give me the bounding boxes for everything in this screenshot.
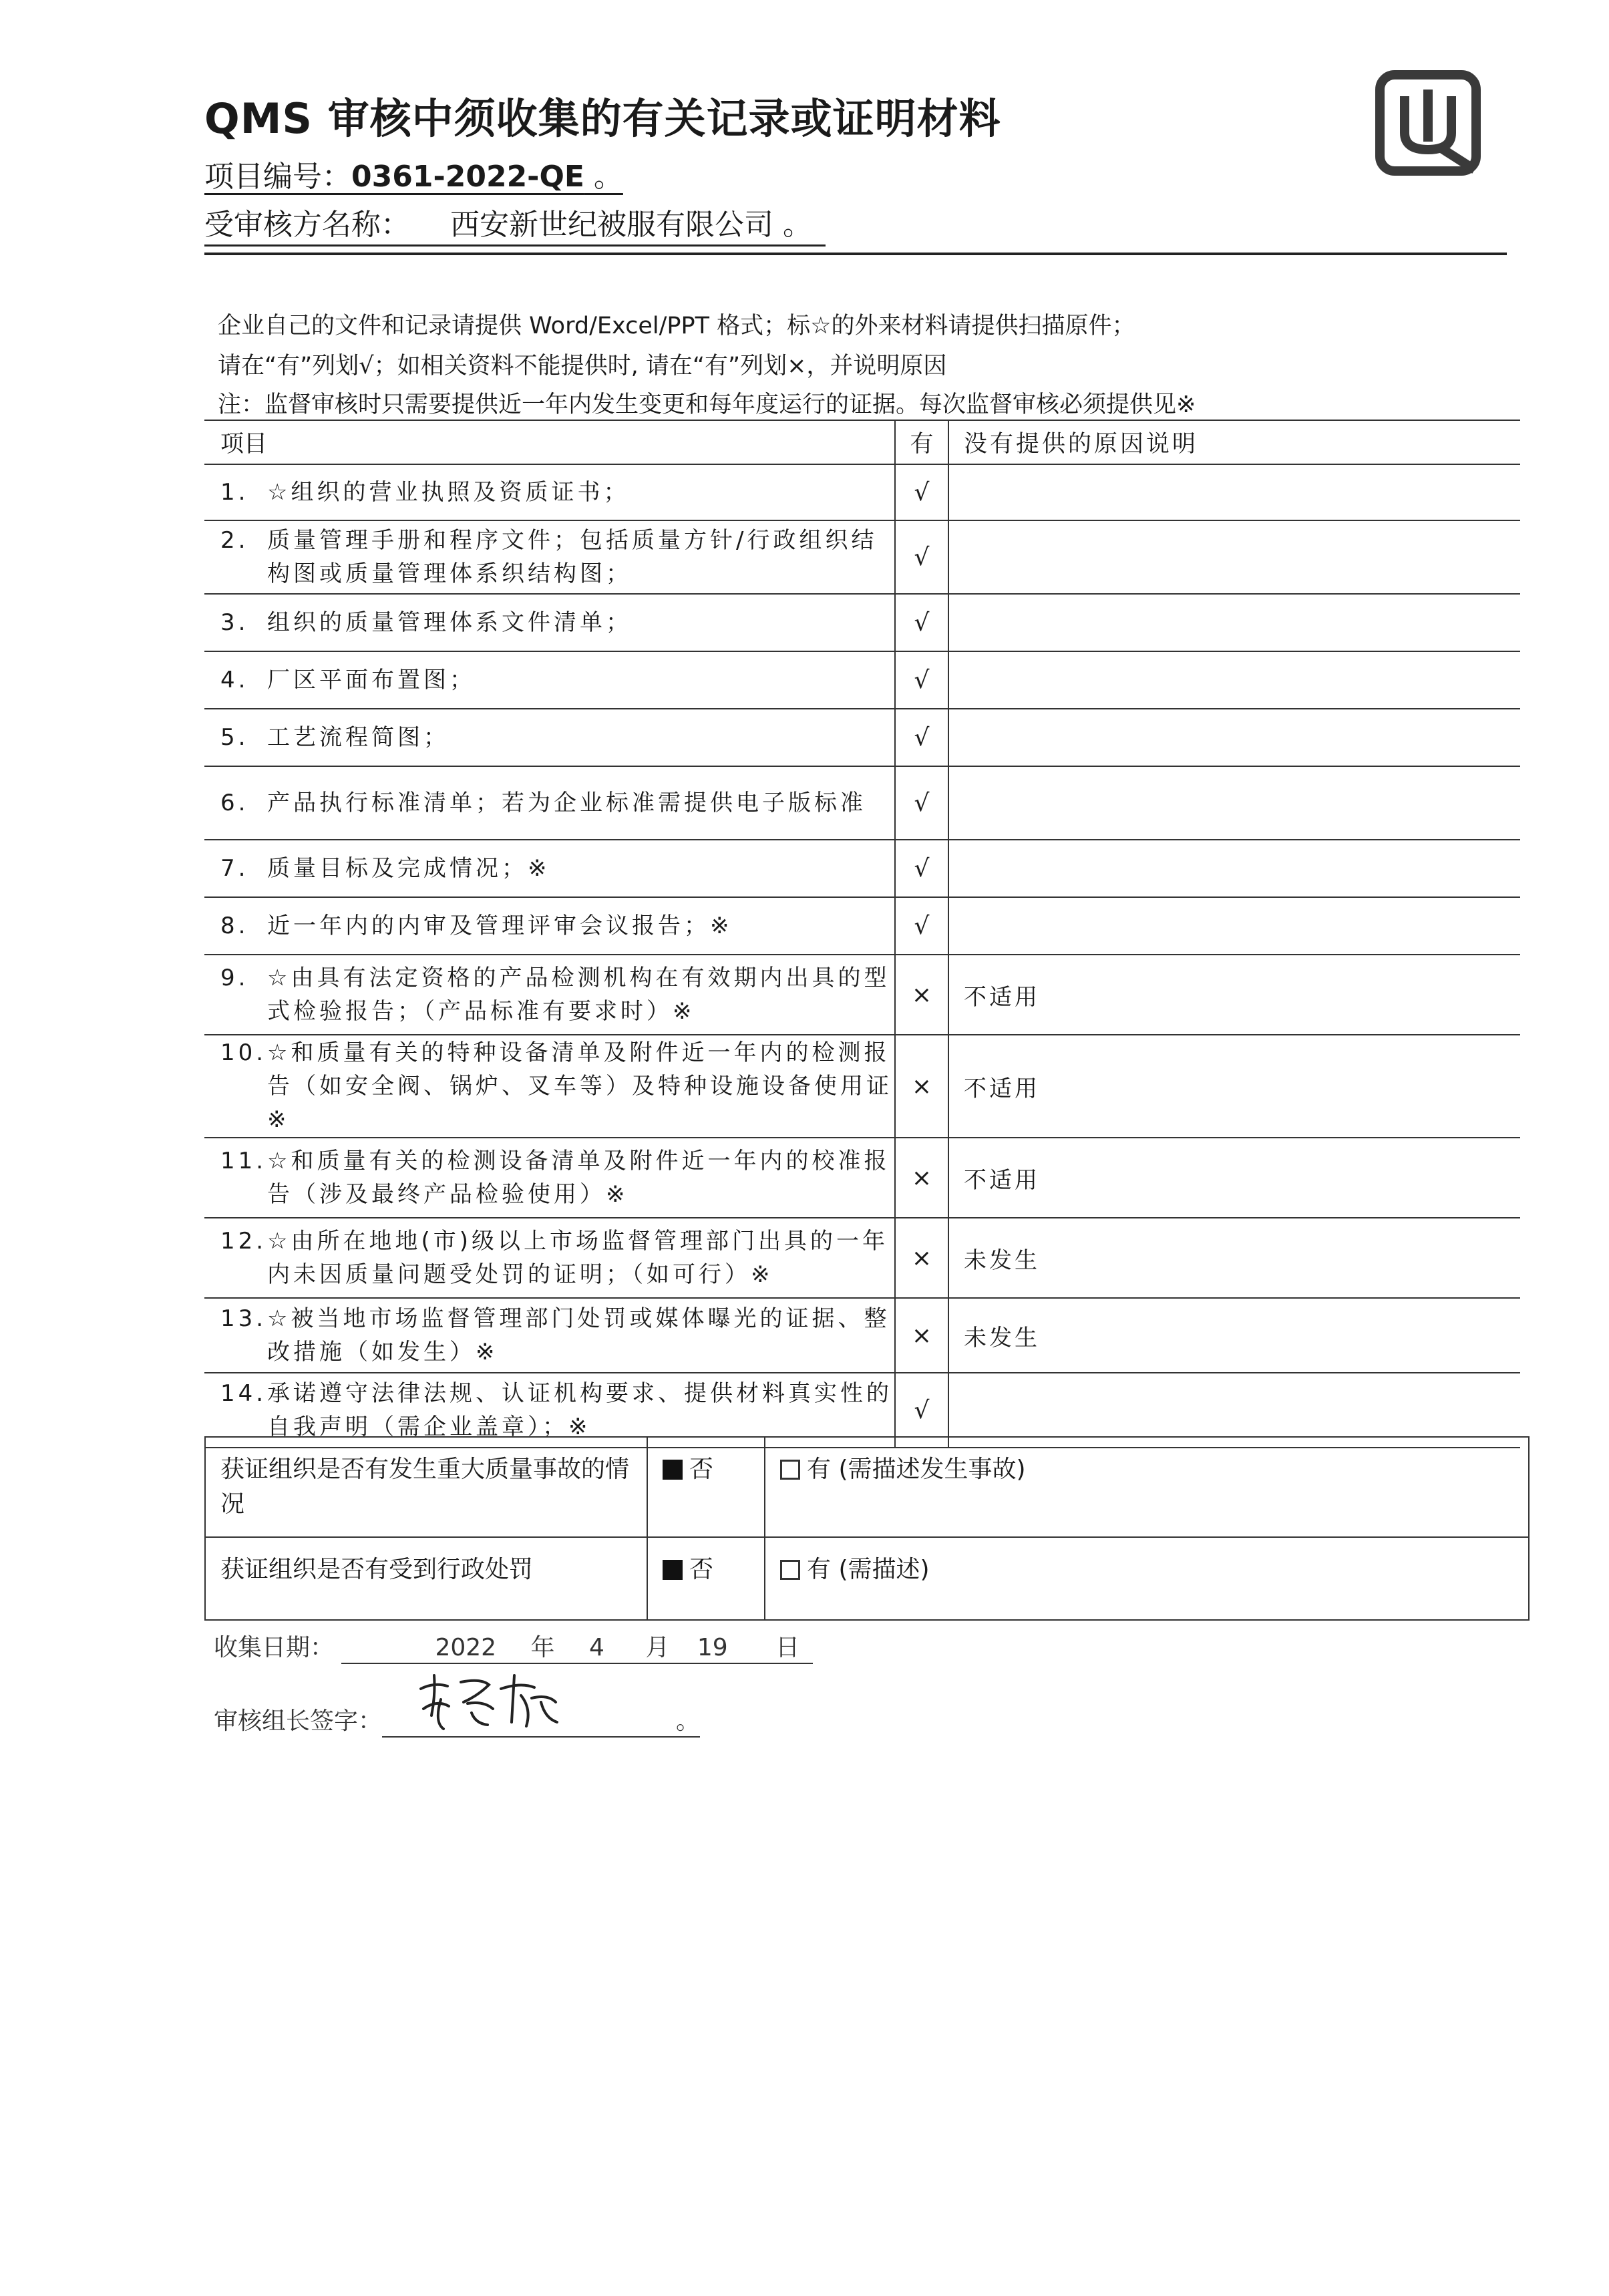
client-name-label: 受审核方名称： <box>204 200 410 247</box>
option-no-label: 否 <box>689 1556 714 1583</box>
row-text: 工艺流程简图； <box>267 724 450 751</box>
checkbox-empty-icon <box>780 1460 800 1480</box>
note-line: 注：监督审核时只需要提供近一年内发生变更和每年度运行的证据。每次监督审核必须提供见※ <box>218 391 1196 418</box>
row-number: 3. <box>220 609 249 636</box>
row-reason: 不适用 <box>948 1035 1520 1138</box>
row-mark: √ <box>895 897 948 955</box>
row-text: ☆和质量有关的检测设备清单及附件近一年内的校准报告（涉及最终产品检验使用）※ <box>267 1148 890 1208</box>
project-number: 0361-2022-QE <box>351 160 584 194</box>
option-no[interactable] <box>647 1537 765 1620</box>
row-mark: × <box>895 1218 948 1298</box>
row-number: 13. <box>220 1305 267 1332</box>
row-reason <box>948 594 1520 651</box>
signature-suffix: 。 <box>676 1707 701 1735</box>
row-reason: 不适用 <box>948 1138 1520 1218</box>
row-reason <box>948 897 1520 955</box>
row-mark: √ <box>895 766 948 840</box>
date-month: 4 <box>589 1634 604 1661</box>
row-text: 质量管理手册和程序文件；包括质量方针/行政组织结构图或质量管理体系织结构图； <box>267 527 878 587</box>
row-text: ☆由具有法定资格的产品检测机构在有效期内出具的型式检验报告；（产品标准有要求时）※ <box>267 965 890 1025</box>
table-row <box>204 897 1520 955</box>
table-row <box>204 766 1520 840</box>
table-row <box>204 594 1520 651</box>
option-yes-label: 有 (需描述发生事故) <box>807 1456 1026 1483</box>
row-mark: √ <box>895 464 948 520</box>
date-value <box>341 1629 813 1664</box>
row-text: 质量目标及完成情况；※ <box>267 855 550 882</box>
table-row <box>204 1298 1520 1373</box>
question-text: 获证组织是否有发生重大质量事故的情况 <box>205 1437 647 1537</box>
row-text: 厂区平面布置图； <box>267 667 476 693</box>
table-row <box>204 464 1520 520</box>
row-number: 7. <box>220 855 249 882</box>
client-name <box>410 200 826 247</box>
note-line: 请在“有”列划√；如相关资料不能提供时, 请在“有”列划×，并说明原因 <box>218 353 947 379</box>
row-reason <box>948 520 1520 594</box>
project-number-label: 项目编号： <box>204 160 351 194</box>
project-number-line <box>204 152 623 195</box>
row-number: 11. <box>220 1148 267 1174</box>
row-mark: √ <box>895 709 948 766</box>
row-reason <box>948 651 1520 709</box>
project-number-suffix: 。 <box>584 160 623 194</box>
row-reason <box>948 464 1520 520</box>
row-number: 9. <box>220 965 249 991</box>
date-day-unit: 日 <box>775 1634 800 1661</box>
row-mark: √ <box>895 594 948 651</box>
row-text: ☆被当地市场监督管理部门处罚或媒体曝光的证据、整改措施（如发生）※ <box>267 1305 890 1365</box>
date-label: 收集日期： <box>214 1634 335 1661</box>
column-header-reason: 没有提供的原因说明 <box>948 420 1520 464</box>
row-number: 5. <box>220 724 249 751</box>
row-mark: √ <box>895 651 948 709</box>
table-row <box>204 1218 1520 1298</box>
row-mark: × <box>895 1138 948 1218</box>
table-header-row <box>204 420 1520 464</box>
table-row <box>204 955 1520 1035</box>
row-text: 近一年内的内审及管理评审会议报告；※ <box>267 913 733 939</box>
row-reason <box>948 840 1520 897</box>
option-no[interactable] <box>647 1437 765 1537</box>
note-line: 企业自己的文件和记录请提供 Word/Excel/PPT 格式；标☆的外来材料请提供扫描原件； <box>218 313 1135 339</box>
row-reason <box>948 709 1520 766</box>
column-header-item: 项目 <box>204 420 895 464</box>
column-header-has: 有 <box>895 420 948 464</box>
date-year-unit: 年 <box>530 1634 555 1661</box>
option-yes-label: 有 (需描述) <box>807 1556 930 1583</box>
row-number: 14. <box>220 1380 267 1407</box>
row-number: 6. <box>220 790 249 816</box>
question-row <box>205 1537 1529 1620</box>
date-month-unit: 月 <box>645 1634 670 1661</box>
date-year: 2022 <box>435 1634 497 1661</box>
row-mark: √ <box>895 1373 948 1448</box>
signature-label: 审核组长签字： <box>214 1707 383 1735</box>
handwritten-signature <box>414 1662 561 1736</box>
row-reason: 未发生 <box>948 1218 1520 1298</box>
option-yes[interactable] <box>765 1537 1529 1620</box>
header-divider <box>204 253 1507 255</box>
row-number: 12. <box>220 1228 267 1255</box>
incident-questions-table <box>204 1436 1530 1621</box>
client-name-text: 西安新世纪被服有限公司 <box>450 208 773 242</box>
checkbox-checked-icon <box>663 1560 683 1580</box>
row-text: ☆组织的营业执照及资质证书； <box>267 479 630 506</box>
table-row <box>204 1035 1520 1138</box>
date-day: 19 <box>697 1634 728 1661</box>
table-row <box>204 709 1520 766</box>
table-row <box>204 1138 1520 1218</box>
checkbox-empty-icon <box>780 1560 800 1580</box>
row-mark: × <box>895 1298 948 1373</box>
row-text: 承诺遵守法律法规、认证机构要求、提供材料真实性的自我声明（需企业盖章）；※ <box>267 1380 892 1440</box>
row-number: 1. <box>220 479 249 506</box>
table-row <box>204 520 1520 594</box>
question-text: 获证组织是否有受到行政处罚 <box>205 1537 647 1620</box>
materials-table <box>204 420 1520 1448</box>
question-row <box>205 1437 1529 1537</box>
row-number: 8. <box>220 913 249 939</box>
checkbox-checked-icon <box>663 1460 683 1480</box>
client-name-suffix: 。 <box>773 208 812 242</box>
client-name-line <box>204 200 826 247</box>
row-reason <box>948 766 1520 840</box>
row-text: ☆和质量有关的特种设备清单及附件近一年内的检测报告（如安全阀、锅炉、叉车等）及特种设施设备使用证※ <box>267 1039 892 1133</box>
row-mark: × <box>895 1035 948 1138</box>
table-row <box>204 840 1520 897</box>
table-row <box>204 651 1520 709</box>
row-text: 组织的质量管理体系文件清单； <box>267 609 632 636</box>
row-text: 产品执行标准清单；若为企业标准需提供电子版标准 <box>267 790 866 816</box>
row-mark: √ <box>895 840 948 897</box>
row-reason: 未发生 <box>948 1298 1520 1373</box>
row-number: 2. <box>220 527 249 554</box>
collection-date <box>214 1629 813 1664</box>
row-reason: 不适用 <box>948 955 1520 1035</box>
option-no-label: 否 <box>689 1456 714 1483</box>
row-number: 4. <box>220 667 249 693</box>
row-number: 10. <box>220 1039 267 1066</box>
option-yes[interactable] <box>765 1437 1529 1537</box>
row-text: ☆由所在地地(市)级以上市场监督管理部门出具的一年内未因质量问题受处罚的证明；（如可行）※ <box>267 1228 889 1288</box>
certification-logo-icon <box>1375 69 1481 176</box>
row-mark: √ <box>895 520 948 594</box>
row-mark: × <box>895 955 948 1035</box>
page-title: QMS 审核中须收集的有关记录或证明材料 <box>204 94 1001 143</box>
